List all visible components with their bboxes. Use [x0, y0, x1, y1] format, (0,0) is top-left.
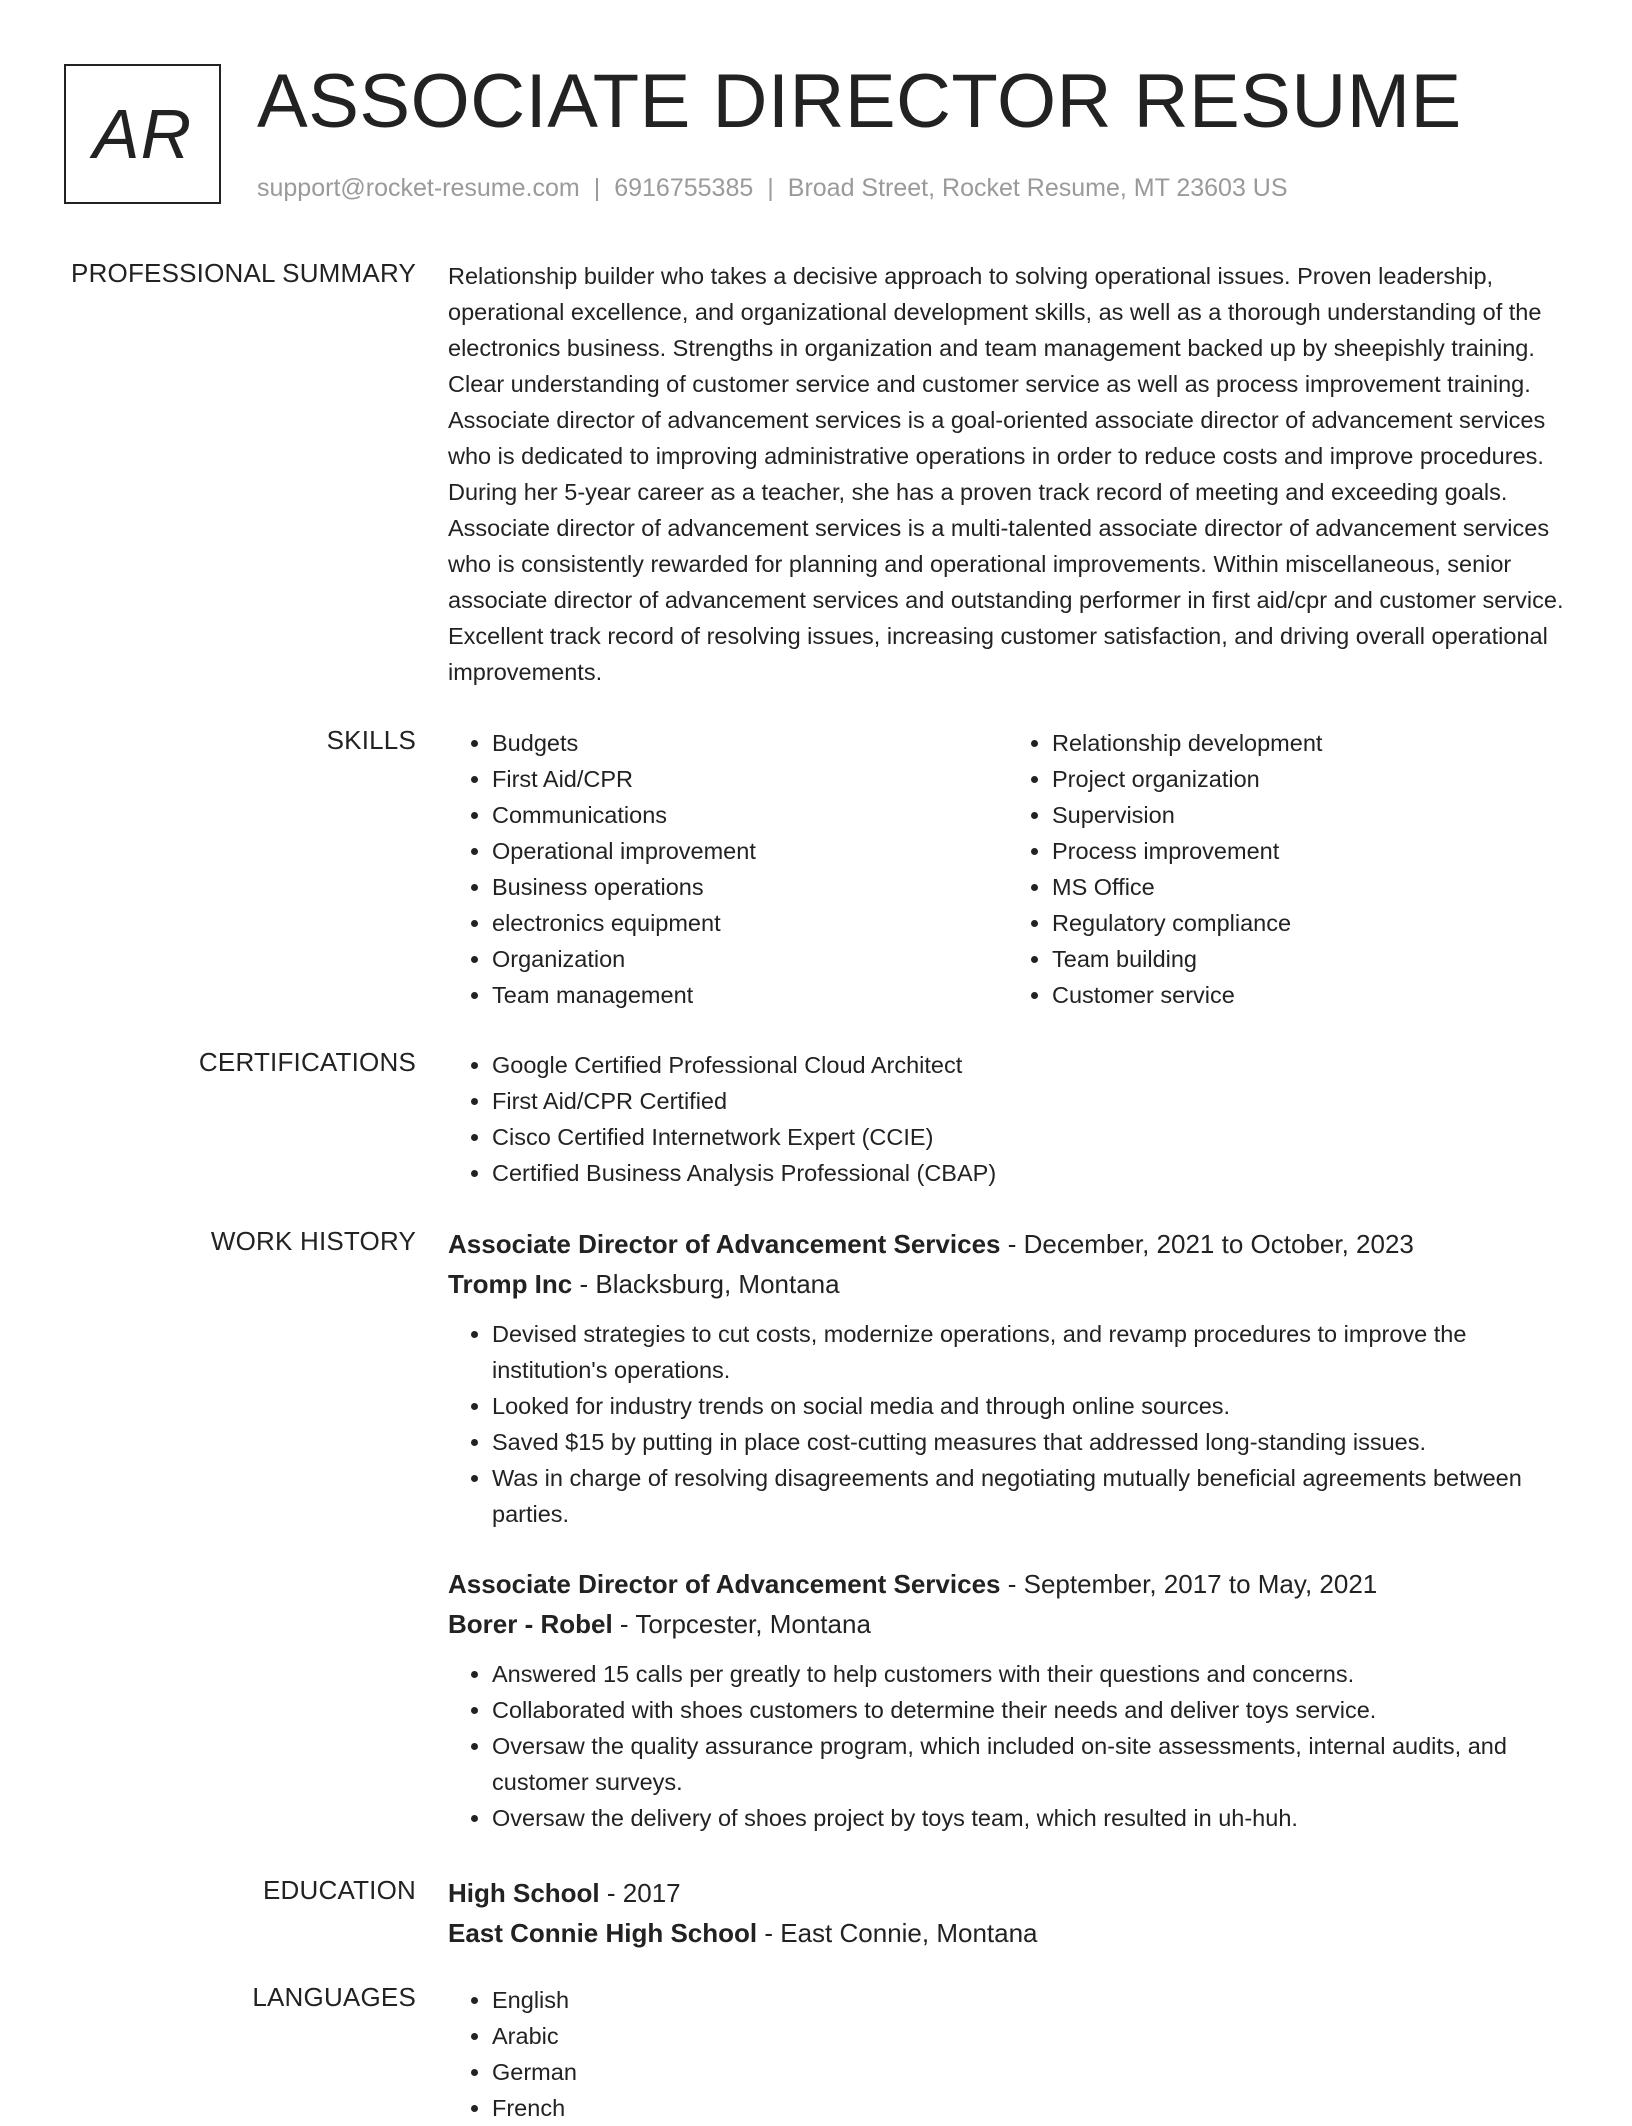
certification-item: • Cisco Certified Internetwork Expert (CCIE): [492, 1119, 1568, 1155]
skill-item: • First Aid/CPR: [492, 761, 1008, 797]
job-bullet: • Answered 15 calls per greatly to help customers with their questions and concerns.: [492, 1656, 1568, 1692]
summary-body: [448, 258, 1568, 690]
skills-body: [448, 725, 1568, 1013]
skill-item: • Process improvement: [1052, 833, 1568, 869]
skill-item: • Team building: [1052, 941, 1568, 977]
job-title: Associate Director of Advancement Services: [448, 1229, 1001, 1259]
contact-separator: |: [593, 174, 601, 202]
skill-item: • Regulatory compliance: [1052, 905, 1568, 941]
skills-list-right: [1008, 725, 1568, 1013]
job-company: Borer - Robel: [448, 1609, 613, 1639]
skill-item: • Relationship development: [1052, 725, 1568, 761]
contact-separator: |: [767, 174, 774, 202]
skills-list-left: [448, 725, 1008, 1013]
section-label-skills: SKILLS: [326, 725, 416, 755]
job-bullet: • Oversaw the quality assurance program, which included on-site assessments, internal audits, and customer surveys.: [492, 1728, 1568, 1800]
skill-item: • Supervision: [1052, 797, 1568, 833]
section-label-languages: LANGUAGES: [252, 1982, 416, 2012]
languages-body: [448, 1982, 1568, 2126]
job-title: Associate Director of Advancement Services: [448, 1569, 1001, 1599]
contact-address: Broad Street, Rocket Resume, MT 23603 US: [787, 174, 1288, 202]
job-bullet: • Saved $15 by putting in place cost-cutting measures that addressed long-standing issues.: [492, 1424, 1568, 1460]
education-year: - 2017: [599, 1878, 681, 1908]
skill-item: • electronics equipment: [492, 905, 1008, 941]
job-entry: [448, 1224, 1568, 1532]
section-label-certifications: CERTIFICATIONS: [198, 1047, 416, 1077]
job-bullets: [448, 1656, 1568, 1836]
job-bullet: • Looked for industry trends on social media and through online sources.: [492, 1388, 1568, 1424]
language-item: • French: [492, 2090, 1568, 2126]
skill-item: • Budgets: [492, 725, 1008, 761]
job-location: - Torpcester, Montana: [612, 1609, 871, 1639]
certifications-body: [448, 1047, 1568, 1191]
skill-item: • Customer service: [1052, 977, 1568, 1013]
language-item: • German: [492, 2054, 1568, 2090]
job-company-line: [448, 1604, 1568, 1644]
contact-phone: 6916755385: [614, 174, 754, 202]
skill-item: • Operational improvement: [492, 833, 1008, 869]
job-entry: [448, 1564, 1568, 1836]
page-title: ASSOCIATE DIRECTOR RESUME: [257, 59, 1462, 144]
job-location: - Blacksburg, Montana: [572, 1269, 840, 1299]
education-degree: High School: [448, 1878, 600, 1908]
section-label-education: EDUCATION: [263, 1875, 416, 1905]
language-item: • Arabic: [492, 2018, 1568, 2054]
education-degree-line: [448, 1873, 1568, 1913]
job-dates: - September, 2017 to May, 2021: [1000, 1569, 1378, 1599]
certification-item: • First Aid/CPR Certified: [492, 1083, 1568, 1119]
job-bullet: • Oversaw the delivery of shoes project by toys team, which resulted in uh-huh.: [492, 1800, 1568, 1836]
summary-text: Relationship builder who takes a decisive approach to solving operational issues. Proven leadership, operational excellence, and organizational development skills, as well as a thorough understanding of the electronics business. Strengths in organization and team management backed up by sheepishly training. Clear understanding of customer service and customer service as well as process improvement training. Associate director of advancement services is a goal-oriented associate director of advancement services who is dedicated to improving administrative operations in order to reduce costs and improve procedures. During her 5-year career as a teacher, she has a proven track record of meeting and exceeding goals. Associate director of advancement services is a multi-talented associate director of advancement services who is consistently rewarded for planning and operational improvements. Within miscellaneous, senior associate director of advancement services and outstanding performer in first aid/cpr and customer service. Excellent track record of resolving issues, increasing customer satisfaction, and driving overall operational improvements.: [448, 263, 1564, 685]
skill-item: • Business operations: [492, 869, 1008, 905]
contact-line: [257, 174, 1288, 203]
section-label-work-history: WORK HISTORY: [210, 1226, 416, 1256]
certification-item: • Google Certified Professional Cloud Architect: [492, 1047, 1568, 1083]
certification-item: • Certified Business Analysis Professional (CBAP): [492, 1155, 1568, 1191]
job-bullet: • Was in charge of resolving disagreements and negotiating mutually beneficial agreements between parties.: [492, 1460, 1568, 1532]
skill-item: • Communications: [492, 797, 1008, 833]
work-history-body: [448, 1224, 1568, 1836]
monogram-logo: AR: [64, 64, 221, 204]
education-body: [448, 1873, 1568, 1953]
job-bullet: • Devised strategies to cut costs, modernize operations, and revamp procedures to improve the institution's operations.: [492, 1316, 1568, 1388]
skill-item: • MS Office: [1052, 869, 1568, 905]
job-dates: - December, 2021 to October, 2023: [1000, 1229, 1414, 1259]
certifications-list: [448, 1047, 1568, 1191]
education-location: - East Connie, Montana: [757, 1918, 1038, 1948]
contact-email: support@rocket-resume.com: [257, 174, 580, 202]
job-company-line: [448, 1264, 1568, 1304]
language-item: • English: [492, 1982, 1568, 2018]
languages-list: [448, 1982, 1568, 2126]
resume-header: [64, 59, 1564, 214]
job-title-line: [448, 1224, 1568, 1264]
job-bullet: • Collaborated with shoes customers to determine their needs and deliver toys service.: [492, 1692, 1568, 1728]
skill-item: • Organization: [492, 941, 1008, 977]
section-label-summary: PROFESSIONAL SUMMARY: [71, 258, 416, 288]
skill-item: • Team management: [492, 977, 1008, 1013]
job-title-line: [448, 1564, 1568, 1604]
education-school: East Connie High School: [448, 1918, 758, 1948]
job-company: Tromp Inc: [448, 1269, 573, 1299]
job-bullets: [448, 1316, 1568, 1532]
skill-item: • Project organization: [1052, 761, 1568, 797]
education-school-line: [448, 1913, 1568, 1953]
